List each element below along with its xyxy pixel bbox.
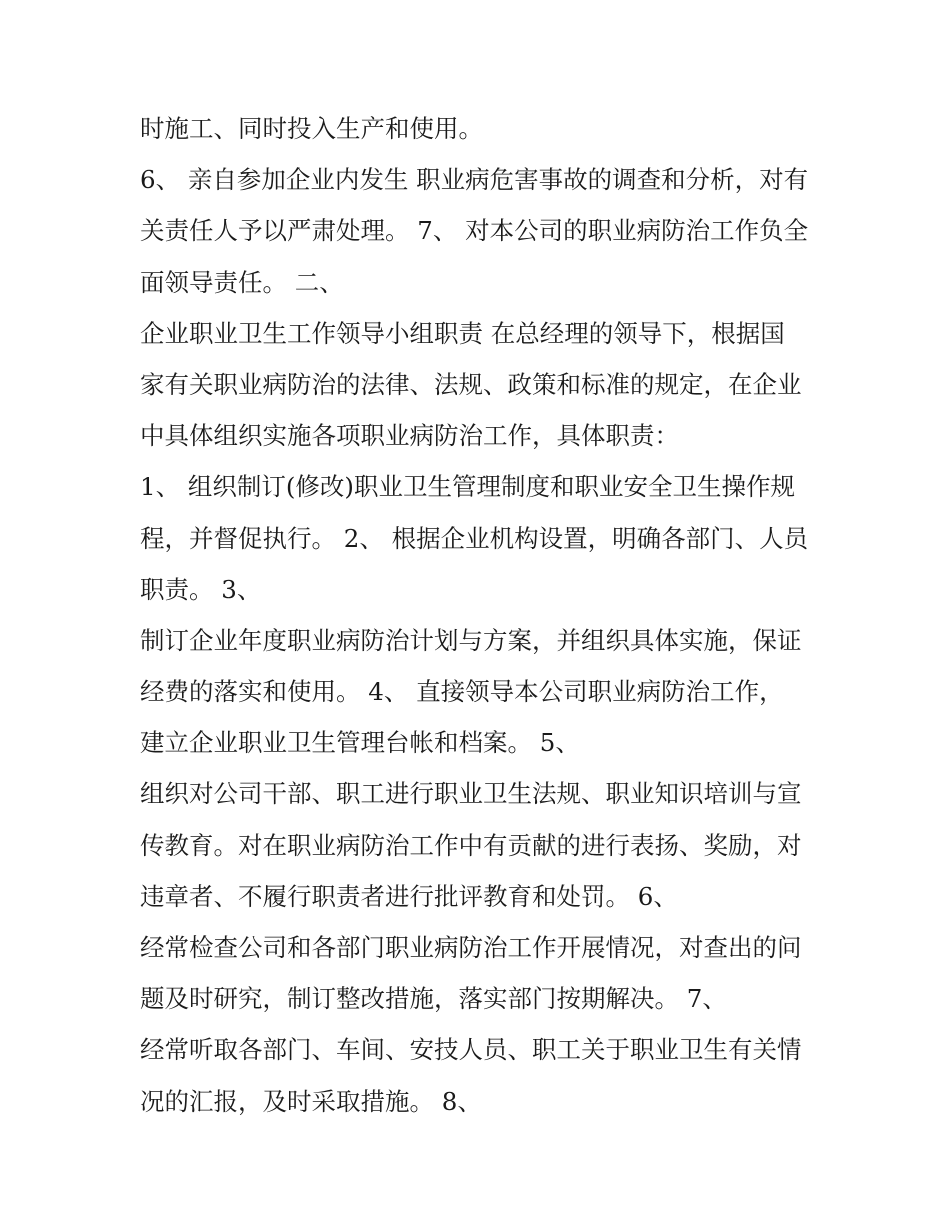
text-line: 1、 组织制订(修改)职业卫生管理制度和职业安全卫生操作规 [140,472,795,502]
text-line: 题及时研究，制订整改措施，落实部门按期解决。 7、 [140,984,727,1014]
text-line: 家有关职业病防治的法律、法规、政策和标准的规定，在企业 [140,369,802,399]
text-line: 违章者、不履行职责者进行批评教育和处罚。 6、 [140,881,678,911]
text-line: 企业职业卫生工作领导小组职责 在总经理的领导下，根据国 [140,318,785,348]
text-line: 6、 亲自参加企业内发生 职业病危害事故的调查和分析，对有 [140,165,809,195]
text-line: 经常检查公司和各部门职业病防治工作开展情况，对查出的问 [140,933,802,962]
text-line: 中具体组织实施各项职业病防治工作，具体职责： [140,421,679,451]
text-line: 面领导责任。 二、 [140,267,344,297]
text-line: 况的汇报，及时采取措施。 8、 [140,1086,482,1116]
document-page [140,103,840,1127]
text-line: 经常听取各部门、车间、安技人员、职工关于职业卫生有关情 [140,1035,802,1065]
text-line: 关责任人予以严肃处理。 7、 对本公司的职业病防治工作负全 [140,216,809,246]
text-line: 程，并督促执行。 2、 根据企业机构设置，明确各部门、人员 [140,523,809,553]
text-line: 传教育。对在职业病防治工作中有贡献的进行表扬、奖励，对 [140,830,802,860]
text-line: 经费的落实和使用。 4、 直接领导本公司职业病防治工作， [140,677,784,707]
text-line: 职责。 3、 [140,574,262,604]
text-line: 制订企业年度职业病防治计划与方案，并组织具体实施，保证 [140,625,802,655]
text-line: 建立企业职业卫生管理台帐和档案。 5、 [140,728,580,758]
text-line: 时施工、同时投入生产和使用。 [140,114,483,143]
text-line: 组织对公司干部、职工进行职业卫生法规、职业知识培训与宣 [140,779,802,809]
